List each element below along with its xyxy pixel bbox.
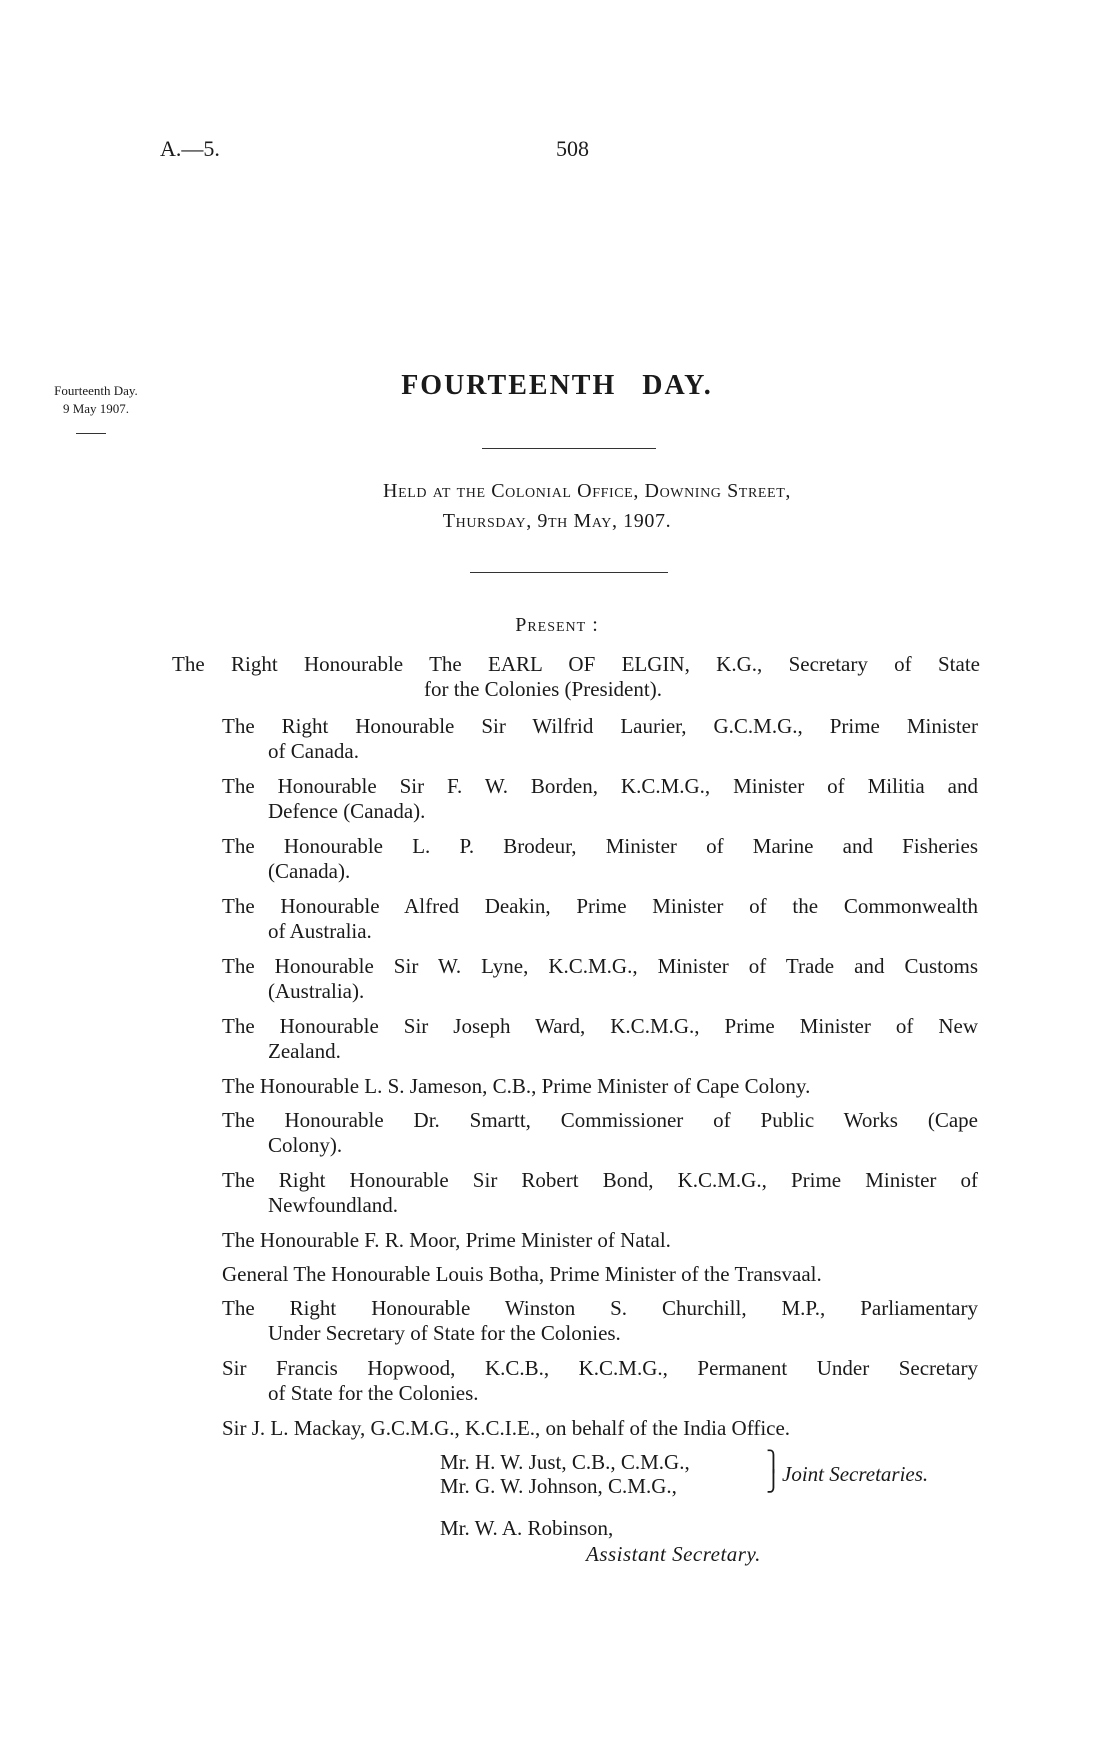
margin-note-day: Fourteenth Day. — [54, 383, 138, 398]
secretary-robinson: Mr. W. A. Robinson, — [440, 1516, 614, 1540]
held-location: Held at the Colonial Office, Downing Street, — [383, 480, 791, 502]
attendee-line: The Right Honourable The EARL OF ELGIN, K.G., Secretary of State — [172, 652, 980, 676]
attendee-item — [222, 894, 978, 944]
attendee-line: The Honourable Sir F. W. Borden, K.C.M.G., Minister of Militia and — [222, 774, 978, 798]
attendee-line: The Honourable L. P. Brodeur, Minister of Marine and Fisheries — [222, 834, 978, 858]
attendee-line: Sir J. L. Mackay, G.C.M.G., K.C.I.E., on behalf of the India Office. — [222, 1416, 791, 1440]
attendee-item — [222, 1108, 978, 1158]
divider-rule-1 — [482, 448, 656, 449]
margin-divider — [76, 433, 106, 434]
attendee-continuation: (Canada). — [268, 859, 351, 883]
attendee-continuation: of Australia. — [268, 919, 372, 943]
attendee-item — [222, 1014, 978, 1064]
attendee-item — [222, 1262, 978, 1287]
present-heading: Present : — [515, 614, 599, 636]
attendee-continuation: for the Colonies (President). — [424, 677, 662, 701]
attendee-line: The Honourable Sir W. Lyne, K.C.M.G., Minister of Trade and Customs — [222, 954, 978, 978]
assistant-secretary-label: Assistant Secretary. — [586, 1542, 761, 1566]
attendee-item — [222, 1296, 978, 1346]
attendee-line: General The Honourable Louis Botha, Prime Minister of the Transvaal. — [222, 1262, 822, 1286]
attendee-item — [222, 1416, 978, 1441]
attendee-line: The Honourable Alfred Deakin, Prime Minister of the Commonwealth — [222, 894, 978, 918]
attendee-continuation: Zealand. — [268, 1039, 341, 1063]
attendee-continuation: of State for the Colonies. — [268, 1381, 479, 1405]
page-title — [0, 370, 1114, 402]
document-reference: A.—5. — [160, 136, 220, 161]
attendee-line: The Honourable L. S. Jameson, C.B., Prime Minister of Cape Colony. — [222, 1074, 811, 1098]
attendee-line: The Right Honourable Sir Wilfrid Laurier, G.C.M.G., Prime Minister — [222, 714, 978, 738]
divider-rule-2 — [470, 572, 668, 573]
attendee-item — [222, 1168, 978, 1218]
brace-mark: ⎫ ⎭ — [766, 1451, 781, 1493]
attendee-continuation: Under Secretary of State for the Colonies. — [268, 1321, 621, 1345]
secretary-just: Mr. H. W. Just, C.B., C.M.G., — [440, 1450, 690, 1474]
attendee-president — [172, 652, 980, 702]
attendee-line: The Right Honourable Sir Robert Bond, K.C.M.G., Prime Minister of — [222, 1168, 978, 1192]
attendee-item — [222, 714, 978, 764]
attendee-item — [222, 954, 978, 1004]
attendee-item — [222, 774, 978, 824]
attendee-line: The Honourable F. R. Moor, Prime Minister of Natal. — [222, 1228, 671, 1252]
attendee-continuation: of Canada. — [268, 739, 359, 763]
attendee-line: The Right Honourable Winston S. Churchill, M.P., Parliamentary — [222, 1296, 978, 1320]
page-number: 508 — [556, 136, 589, 161]
attendee-continuation: Defence (Canada). — [268, 799, 426, 823]
title-word-1: FOURTEENTH — [401, 370, 617, 401]
title-word-2: DAY. — [642, 370, 713, 401]
attendee-continuation: Newfoundland. — [268, 1193, 399, 1217]
attendee-continuation: (Australia). — [268, 979, 365, 1003]
attendee-item — [222, 1356, 978, 1406]
margin-note-date: 9 May 1907. — [62, 401, 130, 416]
attendee-continuation: Colony). — [268, 1133, 343, 1157]
attendee-item — [222, 834, 978, 884]
attendee-line: The Honourable Sir Joseph Ward, K.C.M.G., Prime Minister of New — [222, 1014, 978, 1038]
attendee-item — [222, 1228, 978, 1253]
joint-secretaries-label: Joint Secretaries. — [782, 1462, 929, 1486]
attendee-line: Sir Francis Hopwood, K.C.B., K.C.M.G., Permanent Under Secretary — [222, 1356, 978, 1380]
held-date: Thursday, 9th May, 1907. — [442, 510, 672, 532]
attendee-item — [222, 1074, 978, 1099]
attendee-line: The Honourable Dr. Smartt, Commissioner of Public Works (Cape — [222, 1108, 978, 1132]
secretary-johnson: Mr. G. W. Johnson, C.M.G., — [440, 1474, 677, 1498]
